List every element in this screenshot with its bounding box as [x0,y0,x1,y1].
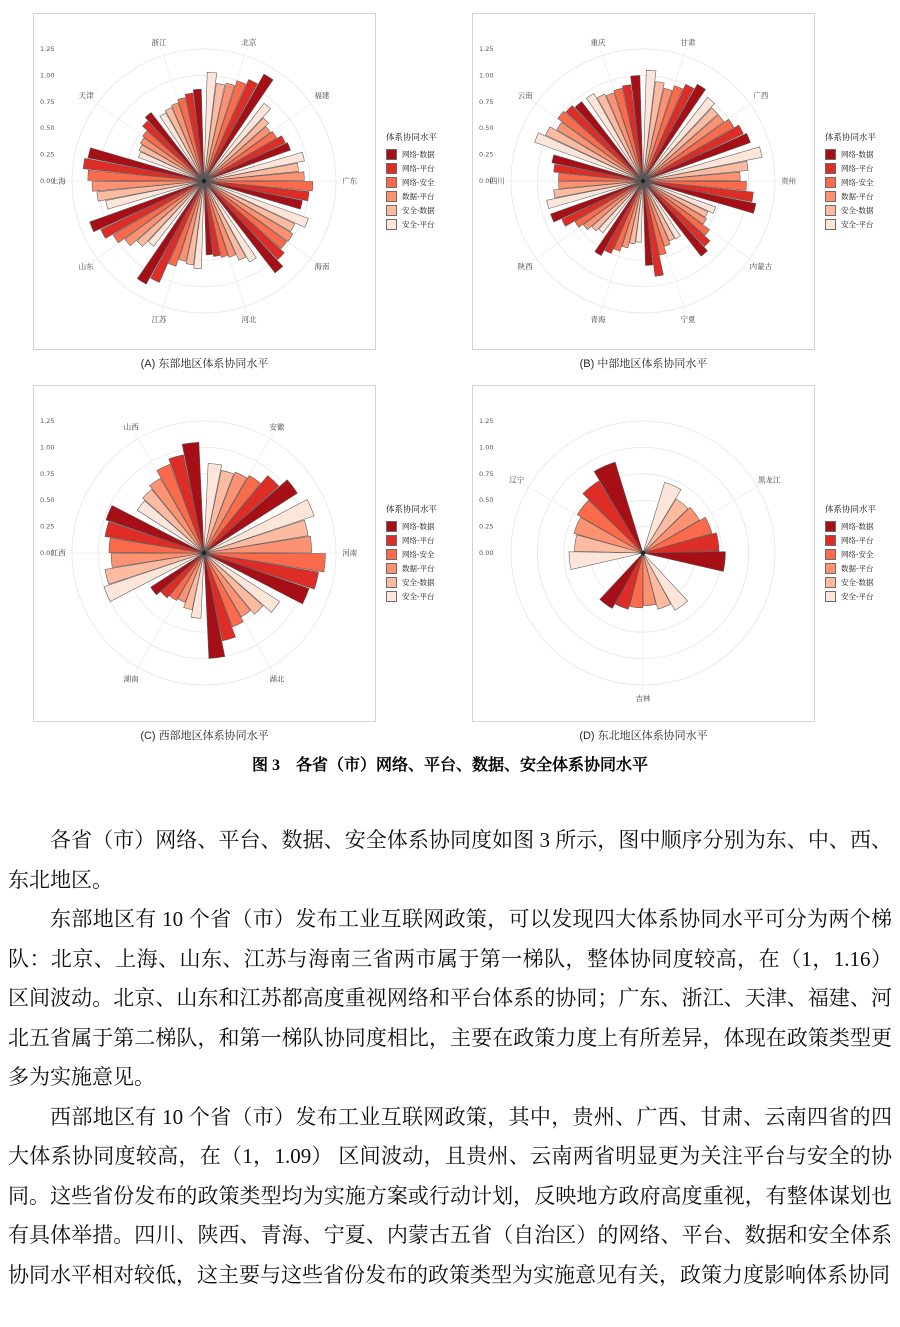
category-label: 湖南 [123,674,139,684]
legend-item [825,149,900,160]
category-label: 甘肃 [680,37,696,47]
legend-label: 数据-平台 [841,563,874,573]
legend-item [386,591,472,602]
radial-tick-label: 1.25 [479,45,494,53]
rose-chart-panel-A [33,13,376,350]
rose-chart-A [34,14,375,349]
radial-tick-label: 1.00 [40,71,55,80]
radial-axis-ticks [479,417,493,557]
radial-tick-label: 0.75 [40,469,55,478]
legend-item [825,191,900,202]
category-label: 天津 [78,90,94,100]
radial-tick-label: 0.50 [40,496,55,505]
legend-B [815,13,900,350]
legend-label: 安全-数据 [402,577,435,587]
category-label: 吉林 [635,694,651,704]
category-label: 山西 [123,422,139,432]
legend-label: 安全-数据 [402,205,435,215]
legend-swatch [825,163,836,174]
category-label: 广西 [753,90,769,100]
category-label: 陕西 [517,262,533,272]
category-label: 山东 [78,262,94,272]
legend-title: 体系协同水平 [825,503,877,514]
rose-bars [83,72,313,284]
legend-item [386,163,472,174]
legend-swatch [825,205,836,216]
figure-caption: 图 3 各省（市）网络、平台、数据、安全体系协同水平 [251,757,648,774]
chart-unit-B [472,13,900,371]
rose-center-dot [641,551,645,555]
legend-label: 数据-平台 [402,563,435,573]
category-label: 河北 [241,315,257,325]
chart-main-B [472,13,815,371]
legend-label: 网络-数据 [402,149,435,159]
legend-swatch [825,591,836,602]
legend-swatch [825,577,836,588]
rose-chart-panel-C [33,385,376,722]
chart-main-D [472,385,815,743]
legend-swatch [386,521,397,532]
legend-swatch [825,177,836,188]
rose-chart-C [34,386,375,721]
category-label: 安徽 [269,422,285,432]
legend-swatch [825,549,836,560]
rose-chart-panel-B [472,13,815,350]
rose-center-dot [202,551,206,555]
paragraph-1: 各省（市）网络、平台、数据、安全体系协同度如图 3 所示，图中顺序分别为东、中、西、东北地区。 [8,828,892,892]
legend-swatch [825,521,836,532]
legend-item [825,521,900,532]
legend-item [825,563,900,574]
legend-label: 网络-平台 [402,535,435,545]
legend-item [825,163,900,174]
category-label: 青海 [590,315,606,325]
category-label: 辽宁 [509,475,525,485]
legend-swatch [386,163,397,174]
radial-tick-label: 1.25 [40,45,55,53]
chart-unit-D [472,385,900,743]
legend-label: 数据-平台 [841,191,874,201]
radial-tick-label: 0.25 [479,150,494,159]
legend-swatch [825,535,836,546]
radial-axis-ticks [40,45,54,185]
rose-chart-D [473,386,814,721]
category-label: 江苏 [151,315,167,325]
legend-label: 网络-数据 [841,521,874,531]
legend-item [386,549,472,560]
radial-tick-label: 1.00 [479,71,494,80]
chart-unit-C [33,385,472,743]
radial-tick-label: 1.25 [479,417,494,425]
legend-label: 网络-安全 [402,177,435,187]
legend-label: 安全-平台 [402,219,435,229]
category-label: 江西 [50,548,66,558]
rose-center-dot [202,179,206,183]
radial-tick-label: 0.50 [40,124,55,133]
panel-caption-C: (C) 西部地区体系协同水平 [140,730,269,742]
legend-swatch [386,191,397,202]
chart-main-C [33,385,376,743]
rose-bars [104,442,325,658]
radial-tick-label: 0.25 [40,522,55,531]
legend-swatch [386,219,397,230]
radial-tick-label: 1.00 [40,443,55,452]
paragraph-2: 东部地区有 10 个省（市）发布工业互联网政策，可以发现四大体系协同水平可分为两个梯队：北京、上海、山东、江苏与海南三省两市属于第一梯队，整体协同度较高，在（1，1.16）区间波动。北京、山东和江苏都高度重视网络和平台体系的协同；广东、浙江、天津、福建、河北五省属于第二梯队，和第一梯队协同度相比，主要在政策力度上有所差异，体现在政策类型更多为实施意见。 [8,907,892,1089]
legend-label: 网络-数据 [841,149,874,159]
legend-swatch [825,219,836,230]
category-label: 黑龙江 [757,475,781,485]
legend-item [825,591,900,602]
legend-label: 安全-数据 [841,205,874,215]
legend-item [825,535,900,546]
body-text [0,821,900,1295]
rose-chart-panel-D [472,385,815,722]
legend-swatch [386,591,397,602]
radial-tick-label: 1.25 [40,417,55,425]
legend-item [386,577,472,588]
legend-item [386,177,472,188]
radial-tick-label: 0.50 [479,124,494,133]
radial-tick-label: 1.00 [479,443,494,452]
legend-label: 网络-安全 [841,549,874,559]
category-label: 海南 [314,262,330,272]
radial-tick-label: 0.75 [479,97,494,106]
category-label: 云南 [517,90,533,100]
legend-title: 体系协同水平 [386,503,438,514]
panel-caption-A: (A) 东部地区体系协同水平 [140,358,269,370]
category-label: 广东 [342,176,358,186]
radial-tick-label: 0.00 [479,549,494,557]
legend-title: 体系协同水平 [825,131,877,142]
legend-swatch [386,177,397,188]
legend-item [386,205,472,216]
legend-label: 安全-平台 [402,591,435,601]
category-label: 重庆 [590,37,606,47]
legend-swatch [825,149,836,160]
legend-D [815,385,900,722]
radial-axis-ticks [479,45,493,185]
legend-label: 网络-数据 [402,521,435,531]
radial-tick-label: 0.00 [479,177,494,185]
legend-label: 网络-平台 [841,163,874,173]
rose-bars [535,70,762,276]
legend-item [825,549,900,560]
category-label: 贵州 [781,176,797,186]
rose-chart-B [473,14,814,349]
category-label: 北京 [241,37,257,47]
legend-C [376,385,472,722]
legend-label: 数据-平台 [402,191,435,201]
category-label: 河南 [342,548,358,558]
category-label: 上海 [50,176,66,186]
legend-item [825,177,900,188]
legend-item [825,577,900,588]
category-label: 浙江 [151,37,167,47]
radial-tick-label: 0.00 [40,549,55,557]
legend-swatch [825,563,836,574]
chart-unit-A [33,13,472,371]
legend-label: 安全-平台 [841,591,874,601]
legend-label: 网络-安全 [841,177,874,187]
legend-title: 体系协同水平 [386,131,438,142]
chart-main-A [33,13,376,371]
radial-tick-label: 0.75 [479,469,494,478]
category-label: 四川 [489,176,505,186]
legend-label: 安全-平台 [841,219,874,229]
category-label: 宁夏 [680,315,696,325]
category-label: 福建 [314,90,330,100]
legend-item [386,191,472,202]
legend-item [386,149,472,160]
legend-label: 网络-平台 [402,163,435,173]
legend-item [386,563,472,574]
rose-bars [569,462,725,610]
legend-A [376,13,472,350]
legend-swatch [386,577,397,588]
legend-swatch [386,549,397,560]
legend-label: 网络-平台 [841,535,874,545]
legend-swatch [386,205,397,216]
radial-tick-label: 0.50 [479,496,494,505]
legend-swatch [386,563,397,574]
category-label: 湖北 [269,674,285,684]
legend-label: 安全-数据 [841,577,874,587]
legend-swatch [386,535,397,546]
radial-tick-label: 0.25 [40,150,55,159]
legend-item [825,219,900,230]
legend-item [386,521,472,532]
legend-label: 网络-安全 [402,549,435,559]
radial-tick-label: 0.00 [40,177,55,185]
legend-item [386,535,472,546]
rose-center-dot [641,179,645,183]
legend-swatch [386,149,397,160]
legend-item [825,205,900,216]
panel-caption-B: (B) 中部地区体系协同水平 [579,358,708,370]
radial-tick-label: 0.75 [40,97,55,106]
legend-item [386,219,472,230]
radial-tick-label: 0.25 [479,522,494,531]
category-label: 内蒙古 [749,262,773,272]
panel-caption-D: (D) 东北地区体系协同水平 [579,730,708,742]
legend-swatch [825,191,836,202]
paragraph-3: 西部地区有 10 个省（市）发布工业互联网政策，其中，贵州、广西、甘肃、云南四省的四大体系协同度较高，在（1，1.09） 区间波动，且贵州、云南两省明显更为关注平台与安全的协同。这些省份发布的政策类型均为实施方案或行动计划，反映地方政府高度重视，有整体谋划也有具体举措。四川、陕西、青海、宁夏、内蒙古五省（自治区）的网络、平台、数据和安全体系协同水平相对较低，这主要与这些省份发布的政策类型为实施意见有关，政策力度影响体系协同 [8,1104,892,1287]
radial-axis-ticks [40,417,54,557]
